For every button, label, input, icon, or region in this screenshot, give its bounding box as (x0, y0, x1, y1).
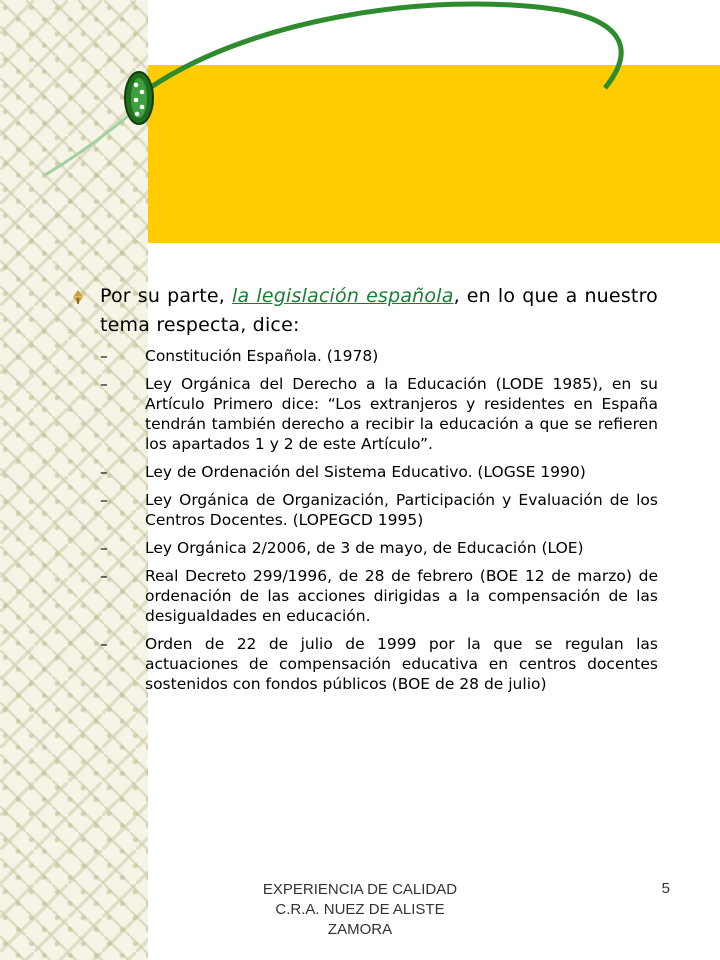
dash-bullet: – (100, 375, 108, 393)
slide-content (70, 282, 658, 702)
intro-paragraph (70, 282, 658, 340)
footer-text (200, 880, 520, 940)
list-item-text: Ley Orgánica de Organización, Participación y Evaluación de los Centros Docentes. (LOPEGCD 1995) (145, 491, 658, 529)
page-number: 5 (661, 880, 670, 897)
intro-prefix: Por su parte, (100, 285, 233, 307)
dash-bullet: – (100, 347, 108, 365)
decorative-arc-graphic (0, 0, 720, 260)
dash-bullet: – (100, 491, 108, 509)
seed-icon (125, 72, 153, 124)
list-item (70, 374, 658, 454)
dash-bullet: – (100, 463, 108, 481)
footer-line-2: C.R.A. NUEZ DE ALISTE (275, 901, 445, 918)
dash-bullet: – (100, 567, 108, 585)
list-item-text: Orden de 22 de julio de 1999 por la que se regulan las actuaciones de compensación educativa en centros docentes sostenidos con fondos públicos (BOE de 28 de julio) (145, 635, 658, 693)
legislation-list (70, 346, 658, 694)
green-arc (140, 4, 621, 95)
footer-line-1: EXPERIENCIA DE CALIDAD (262, 881, 458, 898)
list-item-text: Ley de Ordenación del Sistema Educativo. (LOGSE 1990) (145, 463, 586, 481)
list-item (70, 490, 658, 530)
list-item (70, 566, 658, 626)
list-item-text: Real Decreto 299/1996, de 28 de febrero (BOE 12 de marzo) de ordenación de las acciones dirigidas a la compensación de las desigualdades en educación. (145, 567, 658, 625)
dash-bullet: – (100, 635, 108, 653)
list-item-text: Constitución Española. (1978) (145, 347, 379, 365)
legislation-link[interactable]: la legislación española (232, 285, 454, 307)
list-item (70, 346, 658, 366)
list-item (70, 634, 658, 694)
intro-suffix: , en lo que a nuestro tema respecta, dice: (100, 285, 658, 336)
green-tail (45, 110, 135, 175)
list-item (70, 538, 658, 558)
leaf-bullet-icon (70, 288, 86, 306)
list-item-text: Ley Orgánica del Derecho a la Educación (LODE 1985), en su Artículo Primero dice: “Los extranjeros y residentes en España tendrán también derecho a recibir la educación a que se refieren los apartados 1 y 2 de este Artículo”. (145, 375, 658, 453)
footer-line-3: ZAMORA (327, 921, 393, 938)
list-item-text: Ley Orgánica 2/2006, de 3 de mayo, de Educación (LOE) (145, 539, 584, 557)
list-item (70, 462, 658, 482)
dash-bullet: – (100, 539, 108, 557)
